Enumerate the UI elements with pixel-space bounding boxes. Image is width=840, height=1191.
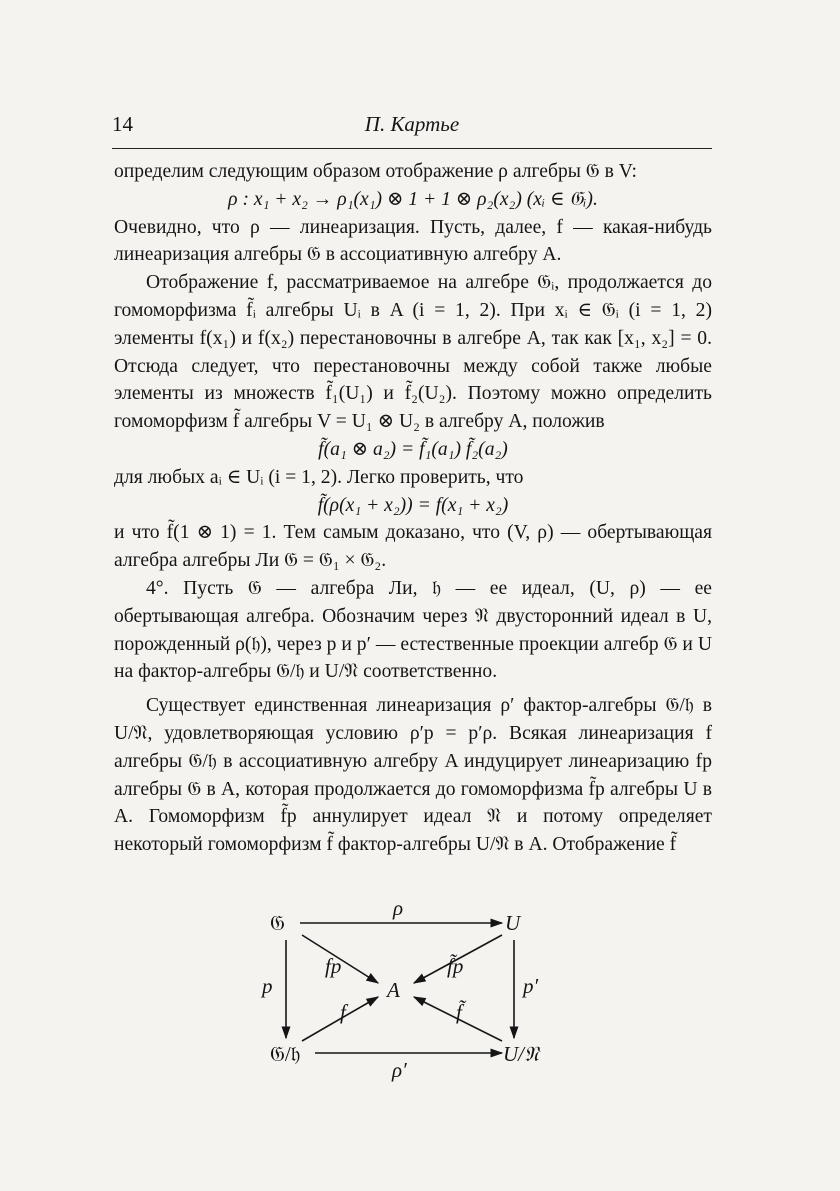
label-ftilde-p: f̃p	[447, 954, 464, 978]
paragraph-7: Существует единственная линеаризация ρ′ фактор-алгебры 𝔊/𝔥 в U/𝔑, удовлетворяющая условию ρ′p = p′ρ. Всякая линеаризация f алгебры 𝔊/𝔥 в ассоциативную алгебру A индуцирует линеаризацию fp алгебры 𝔊 в A, которая продолжается до гомоморфизма f̃p алгебры U в A. Гомоморфизм f̃p аннулирует идеал 𝔑 и потому определяет некоторый гомоморфизм f̃ фактор-алгебры U/𝔑 в A. Отображение f̃	[114, 695, 712, 856]
label-p: p	[262, 974, 273, 998]
label-p-prime: p′	[523, 974, 539, 998]
commutative-diagram	[240, 895, 580, 1085]
diagram-svg	[240, 895, 580, 1085]
label-rho-prime: ρ′	[392, 1058, 407, 1082]
node-u-r: U/𝔑	[503, 1042, 539, 1066]
page-number: 14	[112, 112, 133, 136]
label-rho: ρ	[393, 896, 404, 920]
node-g-h: 𝔊/𝔥	[270, 1042, 301, 1066]
paragraph-5: и что f̃(1 ⊗ 1) = 1. Тем самым доказано, что (V, ρ) — обертывающая алгебра алгебры Ли 𝔊 = 𝔊₁ × 𝔊₂.	[114, 522, 712, 572]
label-ftilde: f̃	[456, 1000, 462, 1024]
paragraph-4: для любых aᵢ ∈ Uᵢ (i = 1, 2). Легко проверить, что	[114, 466, 524, 488]
paragraph-3: Отображение f, рассматриваемое на алгебре 𝔊ᵢ, продолжается до гомоморфизма f̃ᵢ алгебры Uᵢ в A (i = 1, 2). При xᵢ ∈ 𝔊ᵢ (i = 1, 2) элементы f(x₁) и f(x₂) перестановочны в алгебре A, так как [x₁, x₂] = 0. Отсюда следует, что перестановочны между собой также любые элементы из множеств f̃₁(U₁) и f̃₂(U₂). Поэтому можно определить гомоморфизм f̃ алгебры V = U₁ ⊗ U₂ в алгебру A, положив	[114, 272, 712, 433]
body-text	[114, 158, 712, 859]
running-title: П. Картье	[364, 112, 460, 136]
label-fp: fp	[325, 954, 342, 978]
paragraph-6: 4°. Пусть 𝔊 — алгебра Ли, 𝔥 — ее идеал, (U, ρ) — ее обертывающая алгебра. Обозначим через 𝔑 двусторонний идеал в U, порожденный ρ(𝔥), через p и p′ — естественные проекции алгебр 𝔊 и U на фактор-алгебры 𝔊/𝔥 и U/𝔑 соответственно.	[114, 577, 712, 683]
node-u: U	[505, 911, 521, 935]
paragraph-1: определим следующим образом отображение ρ алгебры 𝔊 в V:	[114, 161, 637, 182]
node-a: A	[387, 978, 400, 1002]
label-f: f	[340, 1000, 346, 1024]
paragraph-2: Очевидно, что ρ — линеаризация. Пусть, далее, f — какая-нибудь линеаризация алгебры 𝔊 в ассоциативную алгебру A.	[114, 216, 712, 266]
equation-f-rho: f̃(ρ(x₁ + x₂)) = f(x₁ + x₂)	[317, 494, 509, 516]
header-rule	[112, 148, 712, 149]
page-header	[112, 112, 712, 142]
equation-rho-def: ρ : x₁ + x₂ → ρ₁(x₁) ⊗ 1 + 1 ⊗ ρ₂(x₂) (xᵢ ∈ 𝔊ᵢ).	[228, 188, 598, 210]
node-g: 𝔊	[270, 911, 285, 935]
equation-f-tensor: f̃(a₁ ⊗ a₂) = f̃₁(a₁) f̃₂(a₂)	[318, 438, 508, 460]
